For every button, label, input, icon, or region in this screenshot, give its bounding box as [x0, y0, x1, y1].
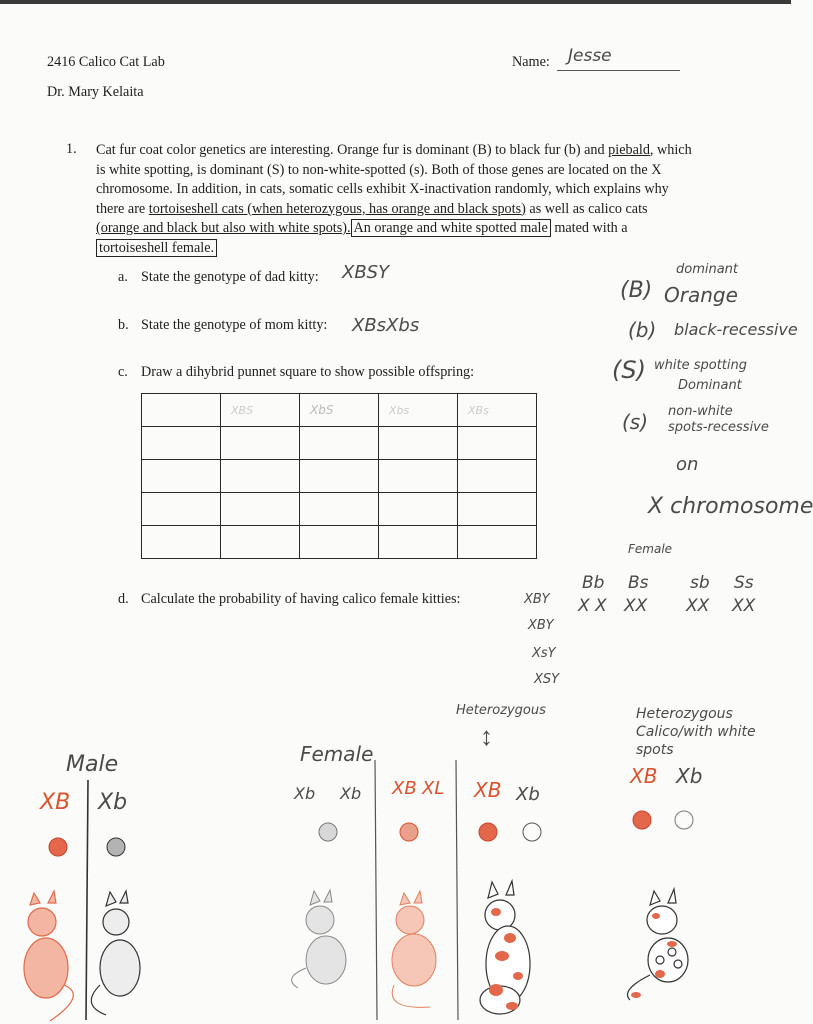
work-xx: XX — [624, 596, 648, 616]
geno-het-1: XB — [474, 778, 502, 802]
calico-cat — [628, 889, 689, 1000]
allele-dot — [633, 811, 651, 829]
geno-female-3: XB — [392, 778, 417, 799]
punnett-cell: XBS — [221, 394, 300, 427]
label-heterozygous: Heterozygous — [456, 703, 546, 718]
note-white-spotting: white spotting — [654, 358, 747, 373]
label-het-calico: Heterozygous Calico/with white spots — [636, 706, 756, 758]
male-divider — [86, 780, 88, 1020]
note-on: on — [676, 454, 699, 475]
sub-c-text: Draw a dihybrid punnet square to show possible offspring: — [141, 364, 475, 380]
gray-female-cat — [292, 890, 346, 988]
female-divider-1 — [375, 760, 377, 1020]
work-combo: Ss — [734, 573, 754, 593]
orange-female-cat — [392, 891, 436, 1007]
work-y: XBY — [524, 592, 550, 607]
punnett-cell: XBs — [458, 394, 537, 427]
note-B: (B) — [620, 278, 653, 303]
course-title: 2416 Calico Cat Lab — [47, 54, 165, 70]
female-divider-2 — [456, 760, 458, 1020]
question-line-4: there are tortoiseshell cats (when heterozygous, has orange and black spots) as well as calico cats — [96, 200, 648, 217]
sub-b-answer: XBsXbs — [352, 315, 420, 336]
work-xx: X X — [578, 596, 607, 616]
allele-dot — [523, 823, 541, 841]
name-label: Name: — [512, 54, 550, 70]
sub-c-label: c. — [118, 364, 128, 380]
note-x-chromosome: X chromosome — [648, 494, 813, 519]
punnett-cell: XbS — [300, 394, 379, 427]
geno-het-2: Xb — [516, 784, 540, 805]
arrow-icon: ↕ — [480, 722, 493, 751]
sub-a-label: a. — [118, 269, 128, 285]
allele-dot — [479, 823, 497, 841]
sub-d-text: Calculate the probability of having calico female kitties: — [141, 591, 461, 607]
note-spots-recessive: spots-recessive — [668, 420, 769, 435]
note-b: (b) — [628, 318, 657, 342]
black-male-cat — [91, 891, 140, 1015]
geno-female-2: Xb — [340, 784, 362, 803]
allele-dot — [675, 811, 693, 829]
black-allele-dot — [107, 838, 125, 856]
question-line-1: Cat fur coat color genetics are interesting. Orange fur is dominant (B) to black fur (b) and piebald, which — [96, 142, 692, 158]
geno-male-xB: XB — [40, 790, 71, 815]
note-dominant-2: Dominant — [678, 378, 742, 393]
allele-dot — [319, 823, 337, 841]
work-y: XSY — [534, 672, 560, 687]
question-number: 1. — [66, 141, 77, 157]
work-female: Female — [628, 542, 673, 556]
question-line-5: (orange and black but also with white spots). An orange and white spotted male mated with a — [96, 220, 628, 236]
sub-a-answer: XBSY — [342, 262, 390, 283]
geno-male-xb: Xb — [98, 790, 128, 815]
work-xx: XX — [732, 596, 756, 616]
note-S: (S) — [612, 356, 646, 384]
sub-b-text: State the genotype of mom kitty: — [141, 317, 328, 333]
sub-d-label: d. — [118, 591, 129, 607]
orange-male-cat — [24, 891, 73, 1021]
work-y: XsY — [532, 646, 556, 661]
label-female: Female — [300, 742, 374, 766]
work-combo: Bs — [628, 573, 649, 593]
sub-b-label: b. — [118, 317, 129, 333]
note-s: (s) — [622, 410, 649, 434]
question-line-6: tortoiseshell female. — [96, 239, 756, 259]
geno-calico-2: Xb — [676, 764, 703, 788]
label-male: Male — [66, 752, 119, 777]
work-combo: sb — [690, 573, 710, 593]
note-non-white: non-white — [668, 404, 733, 419]
question-line-2: is white spotting, is dominant (S) to non-white-spotted (s). Both of those genes are located on the X — [96, 161, 662, 178]
allele-dot — [400, 823, 418, 841]
instructor-name: Dr. Mary Kelaita — [47, 84, 144, 100]
punnett-cell: Xbs — [379, 394, 458, 427]
note-orange: Orange — [664, 283, 738, 307]
work-combo: Bb — [582, 573, 605, 593]
sub-a-text: State the genotype of dad kitty: — [141, 269, 319, 285]
question-line-3: chromosome. In addition, in cats, somatic cells exhibit X-inactivation randomly, which explains why — [96, 181, 669, 197]
geno-female-4: XL — [422, 778, 445, 799]
work-y: XBY — [528, 618, 554, 633]
geno-calico-1: XB — [630, 764, 658, 788]
geno-female-1: Xb — [294, 784, 316, 803]
note-black-recessive: black-recessive — [674, 320, 798, 339]
tortoiseshell-cat — [480, 881, 530, 1014]
work-xx: XX — [686, 596, 710, 616]
note-dominant-1: dominant — [676, 262, 739, 277]
orange-allele-dot — [49, 838, 67, 856]
student-name: Jesse — [568, 46, 612, 66]
